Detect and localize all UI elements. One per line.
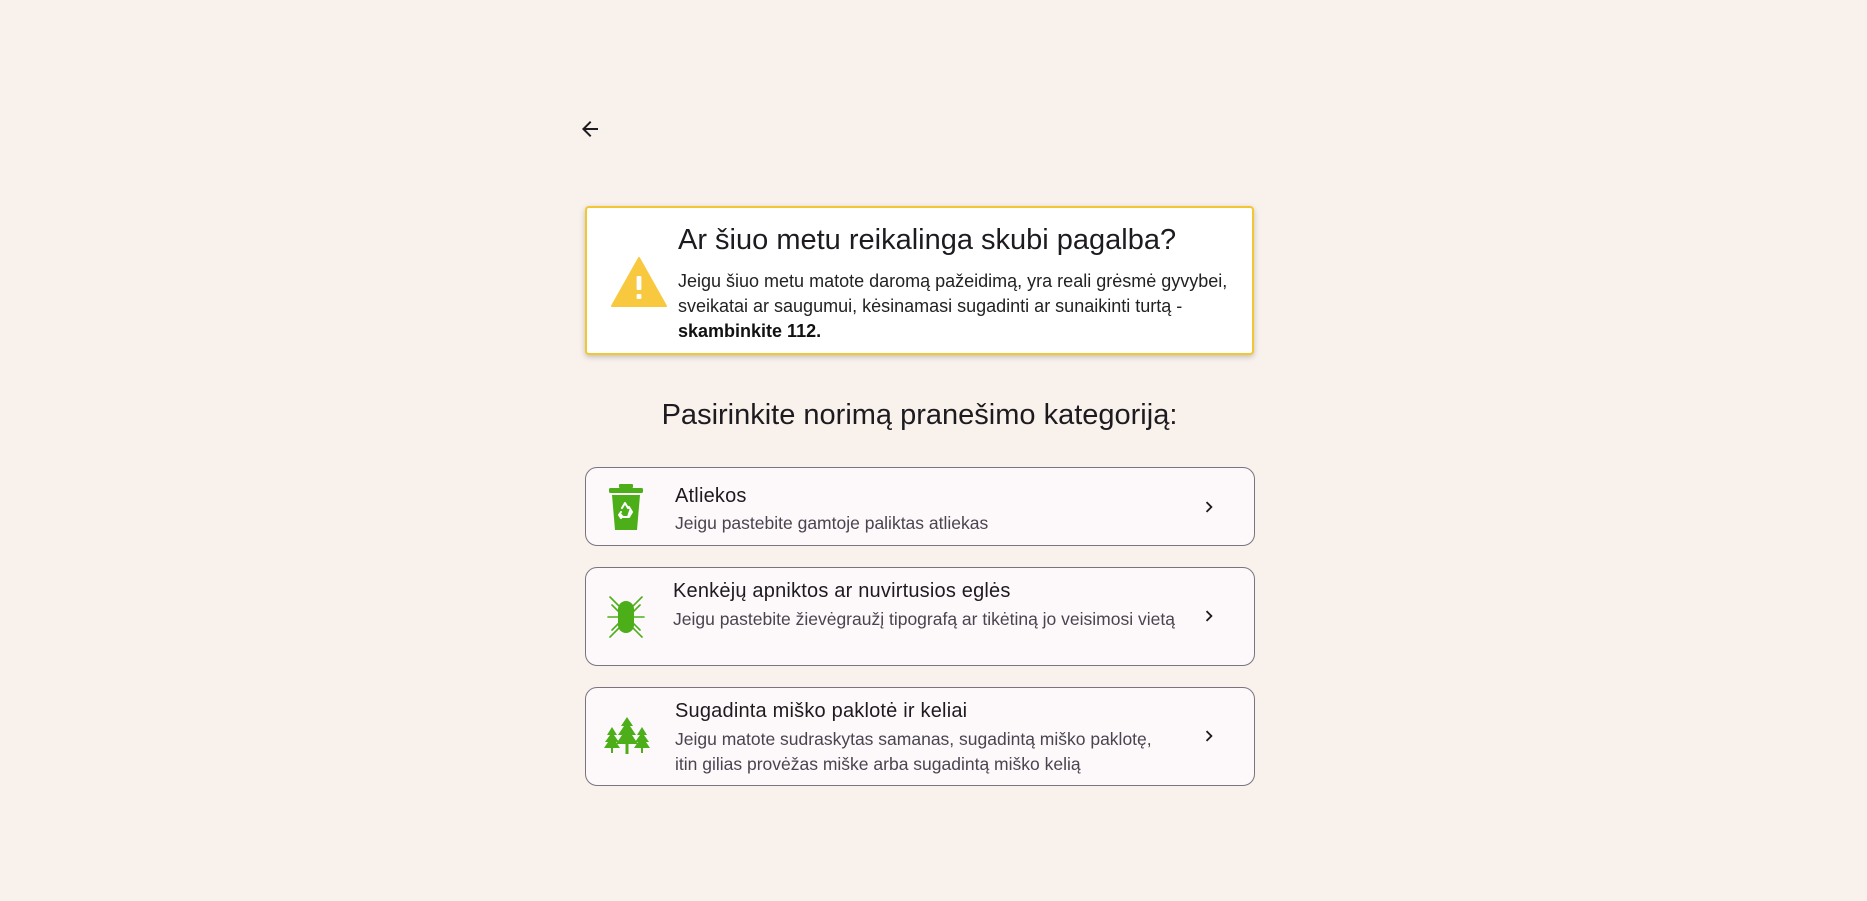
category-description: Jeigu pastebite gamtoje paliktas atliekas (675, 513, 989, 533)
category-card-pests[interactable] (585, 567, 1255, 666)
trees-icon (604, 717, 650, 755)
chevron-right-icon (1198, 725, 1220, 747)
emergency-alert-card (585, 206, 1254, 355)
category-heading: Pasirinkite norimą pranešimo kategoriją: (661, 399, 1178, 431)
category-title: Sugadinta miško paklotė ir keliai (675, 700, 968, 722)
category-title: Kenkėjų apniktos ar nuvirtusios eglės (673, 580, 1011, 602)
category-card-forest-damage[interactable] (585, 687, 1255, 786)
alert-body-text: Jeigu šiuo metu matote daromą pažeidimą, yra reali grėsmė gyvybei, sveikatai ar saugumui, kėsinamasi sugadinti ar sunaikinti turtą - (678, 271, 1228, 316)
category-description: Jeigu pastebite žievėgraužį tipografą ar tikėtiną jo veisimosi vietą (673, 609, 1175, 629)
alert-call-emphasis: skambinkite 112. (678, 321, 822, 341)
chevron-right-icon (1198, 605, 1220, 627)
category-title: Atliekos (675, 485, 747, 507)
warning-triangle-icon (610, 256, 668, 308)
alert-text (678, 269, 1248, 344)
category-description: Jeigu matote sudraskytas samanas, sugadintą miško paklotę, itin gilias provėžas miške arba sugadintą miško kelią (675, 729, 1152, 774)
back-button[interactable] (572, 111, 608, 147)
bark-beetle-icon (606, 595, 646, 639)
arrow-left-icon (578, 117, 602, 141)
recycle-bin-icon (607, 484, 645, 532)
category-card-waste[interactable] (585, 467, 1255, 546)
alert-title: Ar šiuo metu reikalinga skubi pagalba? (678, 224, 1177, 256)
chevron-right-icon (1198, 496, 1220, 518)
